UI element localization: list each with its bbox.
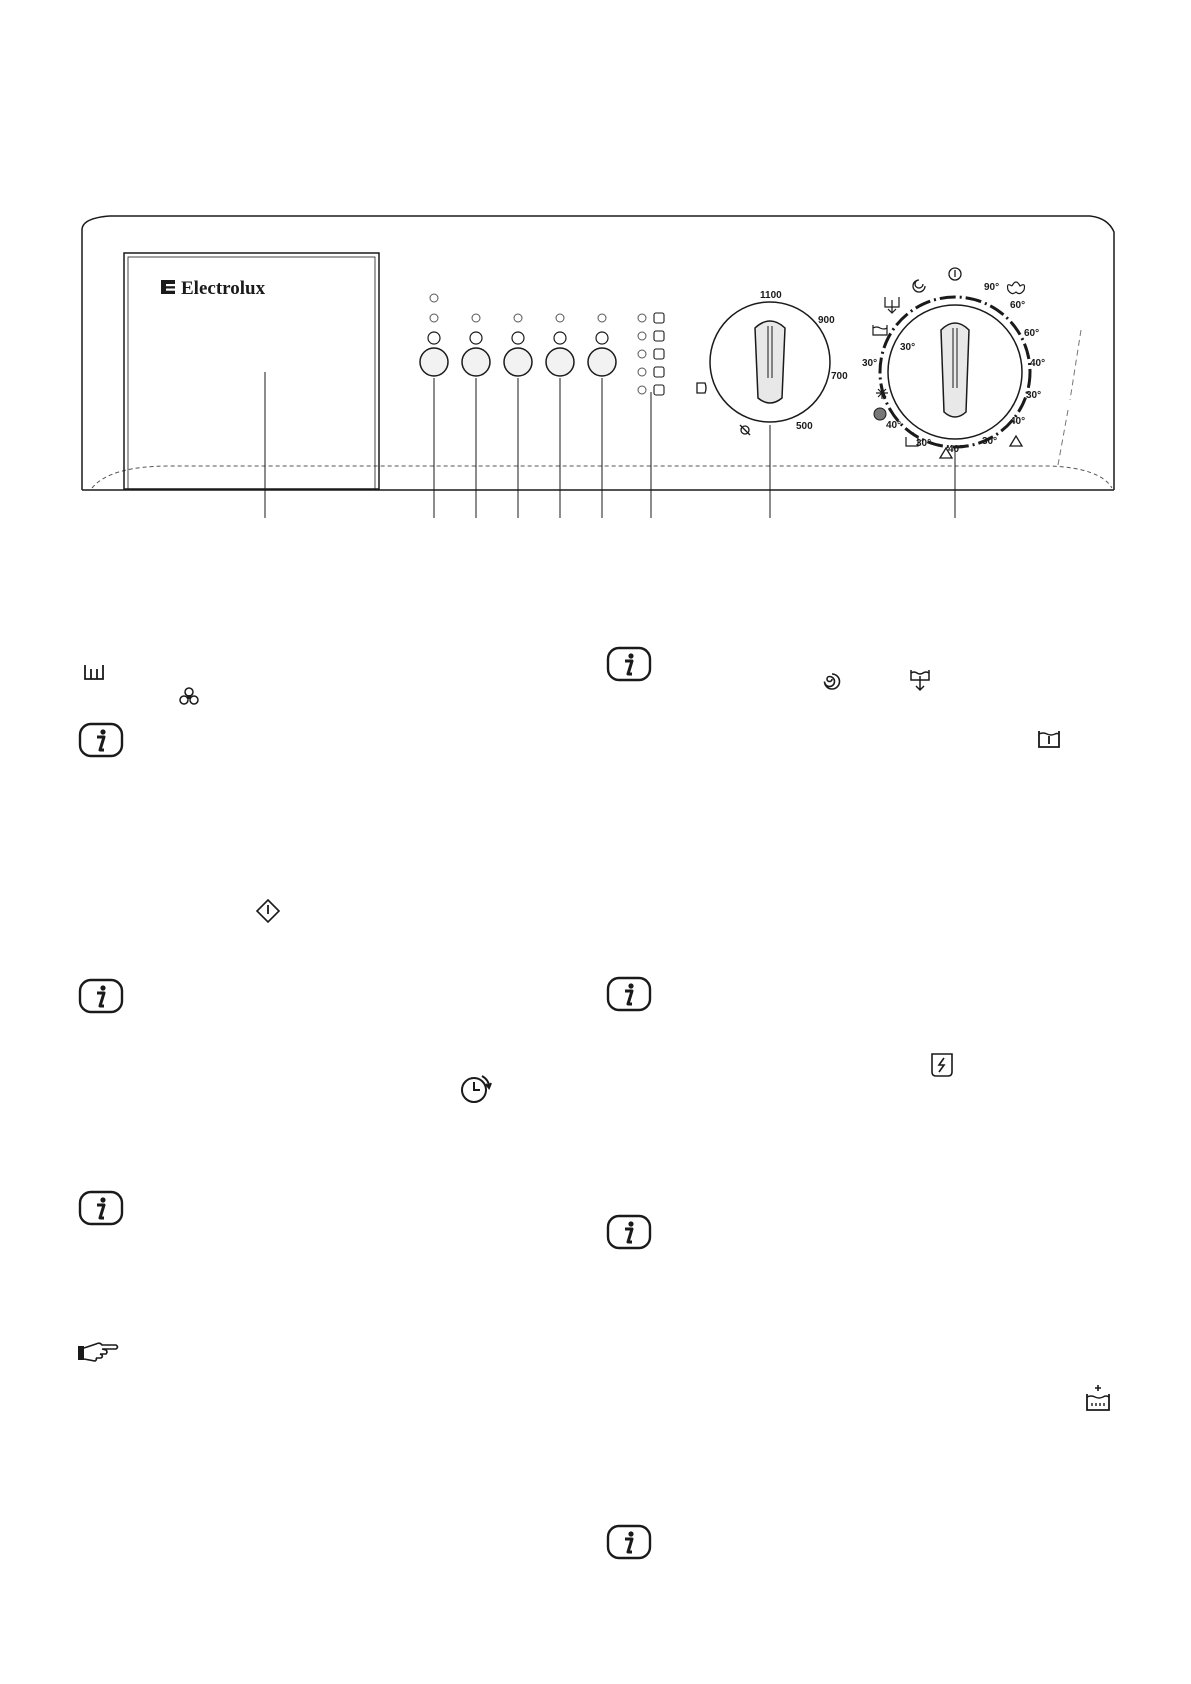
status-leds — [638, 313, 664, 395]
program-temp-label: 40° — [948, 444, 964, 455]
rinse-hold-icon — [697, 383, 706, 393]
main-wash-icon — [82, 662, 106, 684]
program-temp-label: 90° — [984, 282, 1000, 293]
synthetics-small-icon — [1010, 436, 1022, 446]
delay-led — [430, 294, 438, 302]
start-pause-button[interactable] — [588, 314, 616, 376]
quick-wash-icon — [928, 1050, 956, 1080]
drain-icon — [908, 668, 932, 692]
extra-rinse-icon — [1084, 1384, 1112, 1414]
rinse-hold-button[interactable] — [462, 314, 490, 376]
program-temp-label: 40° — [1010, 416, 1026, 427]
program-temp-label: 30° — [862, 358, 878, 369]
info-icon — [78, 722, 124, 758]
rinse-phase-led — [638, 331, 664, 341]
extra-rinse-button[interactable] — [546, 314, 574, 376]
end-phase-led — [638, 367, 664, 377]
electrolux-logo-icon — [161, 280, 175, 294]
info-icon — [606, 1214, 652, 1250]
program-temp-label: 30° — [900, 342, 916, 353]
spin-speed-label: 1100 — [760, 290, 782, 301]
info-icon — [606, 646, 652, 682]
fabric-softener-icon — [178, 686, 200, 708]
no-spin-icon — [740, 425, 750, 435]
program-temp-label: 30° — [916, 438, 932, 449]
rinse-hold-symbol-icon — [470, 332, 482, 344]
wool-small-icon — [874, 408, 886, 420]
cotton-flower-small-icon — [1008, 282, 1025, 294]
spin-dial[interactable] — [710, 302, 830, 422]
start-pause-icon — [255, 898, 281, 924]
delay-start-icon — [458, 1072, 492, 1106]
info-icon — [606, 1524, 652, 1560]
rinse-hold-icon — [1036, 728, 1062, 750]
start-pause-small-icon — [949, 268, 961, 280]
program-temp-label: 40° — [1030, 358, 1046, 369]
spin-speed-label: 700 — [831, 371, 848, 382]
info-icon — [78, 1190, 124, 1226]
spin-speed-label: 500 — [796, 421, 813, 432]
spin-icon — [820, 668, 842, 690]
quick-wash-symbol-icon — [512, 332, 524, 344]
info-icon — [606, 976, 652, 1012]
delay-start-symbol-icon — [428, 332, 440, 344]
extra-rinse-symbol-icon — [554, 332, 566, 344]
spin-speed-label: 900 — [818, 315, 835, 326]
callout-lines — [265, 372, 955, 518]
info-icon — [78, 978, 124, 1014]
start-pause-symbol-icon — [596, 332, 608, 344]
prewash-small-icon — [873, 325, 887, 335]
option-buttons — [420, 294, 616, 376]
easy-iron-small-icon — [876, 387, 888, 399]
program-temp-label: 30° — [1026, 390, 1042, 401]
program-temp-label: 40° — [886, 420, 902, 431]
brand-name: Electrolux — [181, 278, 266, 299]
pointing-hand-icon — [76, 1338, 120, 1364]
wash-phase-led — [638, 313, 664, 323]
program-dial[interactable] — [880, 297, 1030, 447]
program-temp-label: 60° — [1010, 300, 1026, 311]
program-temp-label: 30° — [982, 436, 998, 447]
spin-phase-led — [638, 349, 664, 359]
drain-small-icon — [885, 297, 899, 313]
delay-start-button[interactable] — [420, 314, 448, 376]
quick-wash-button[interactable] — [504, 314, 532, 376]
program-temp-label: 60° — [1024, 328, 1040, 339]
control-panel-illustration — [0, 0, 1191, 540]
spin-small-icon — [913, 280, 925, 292]
